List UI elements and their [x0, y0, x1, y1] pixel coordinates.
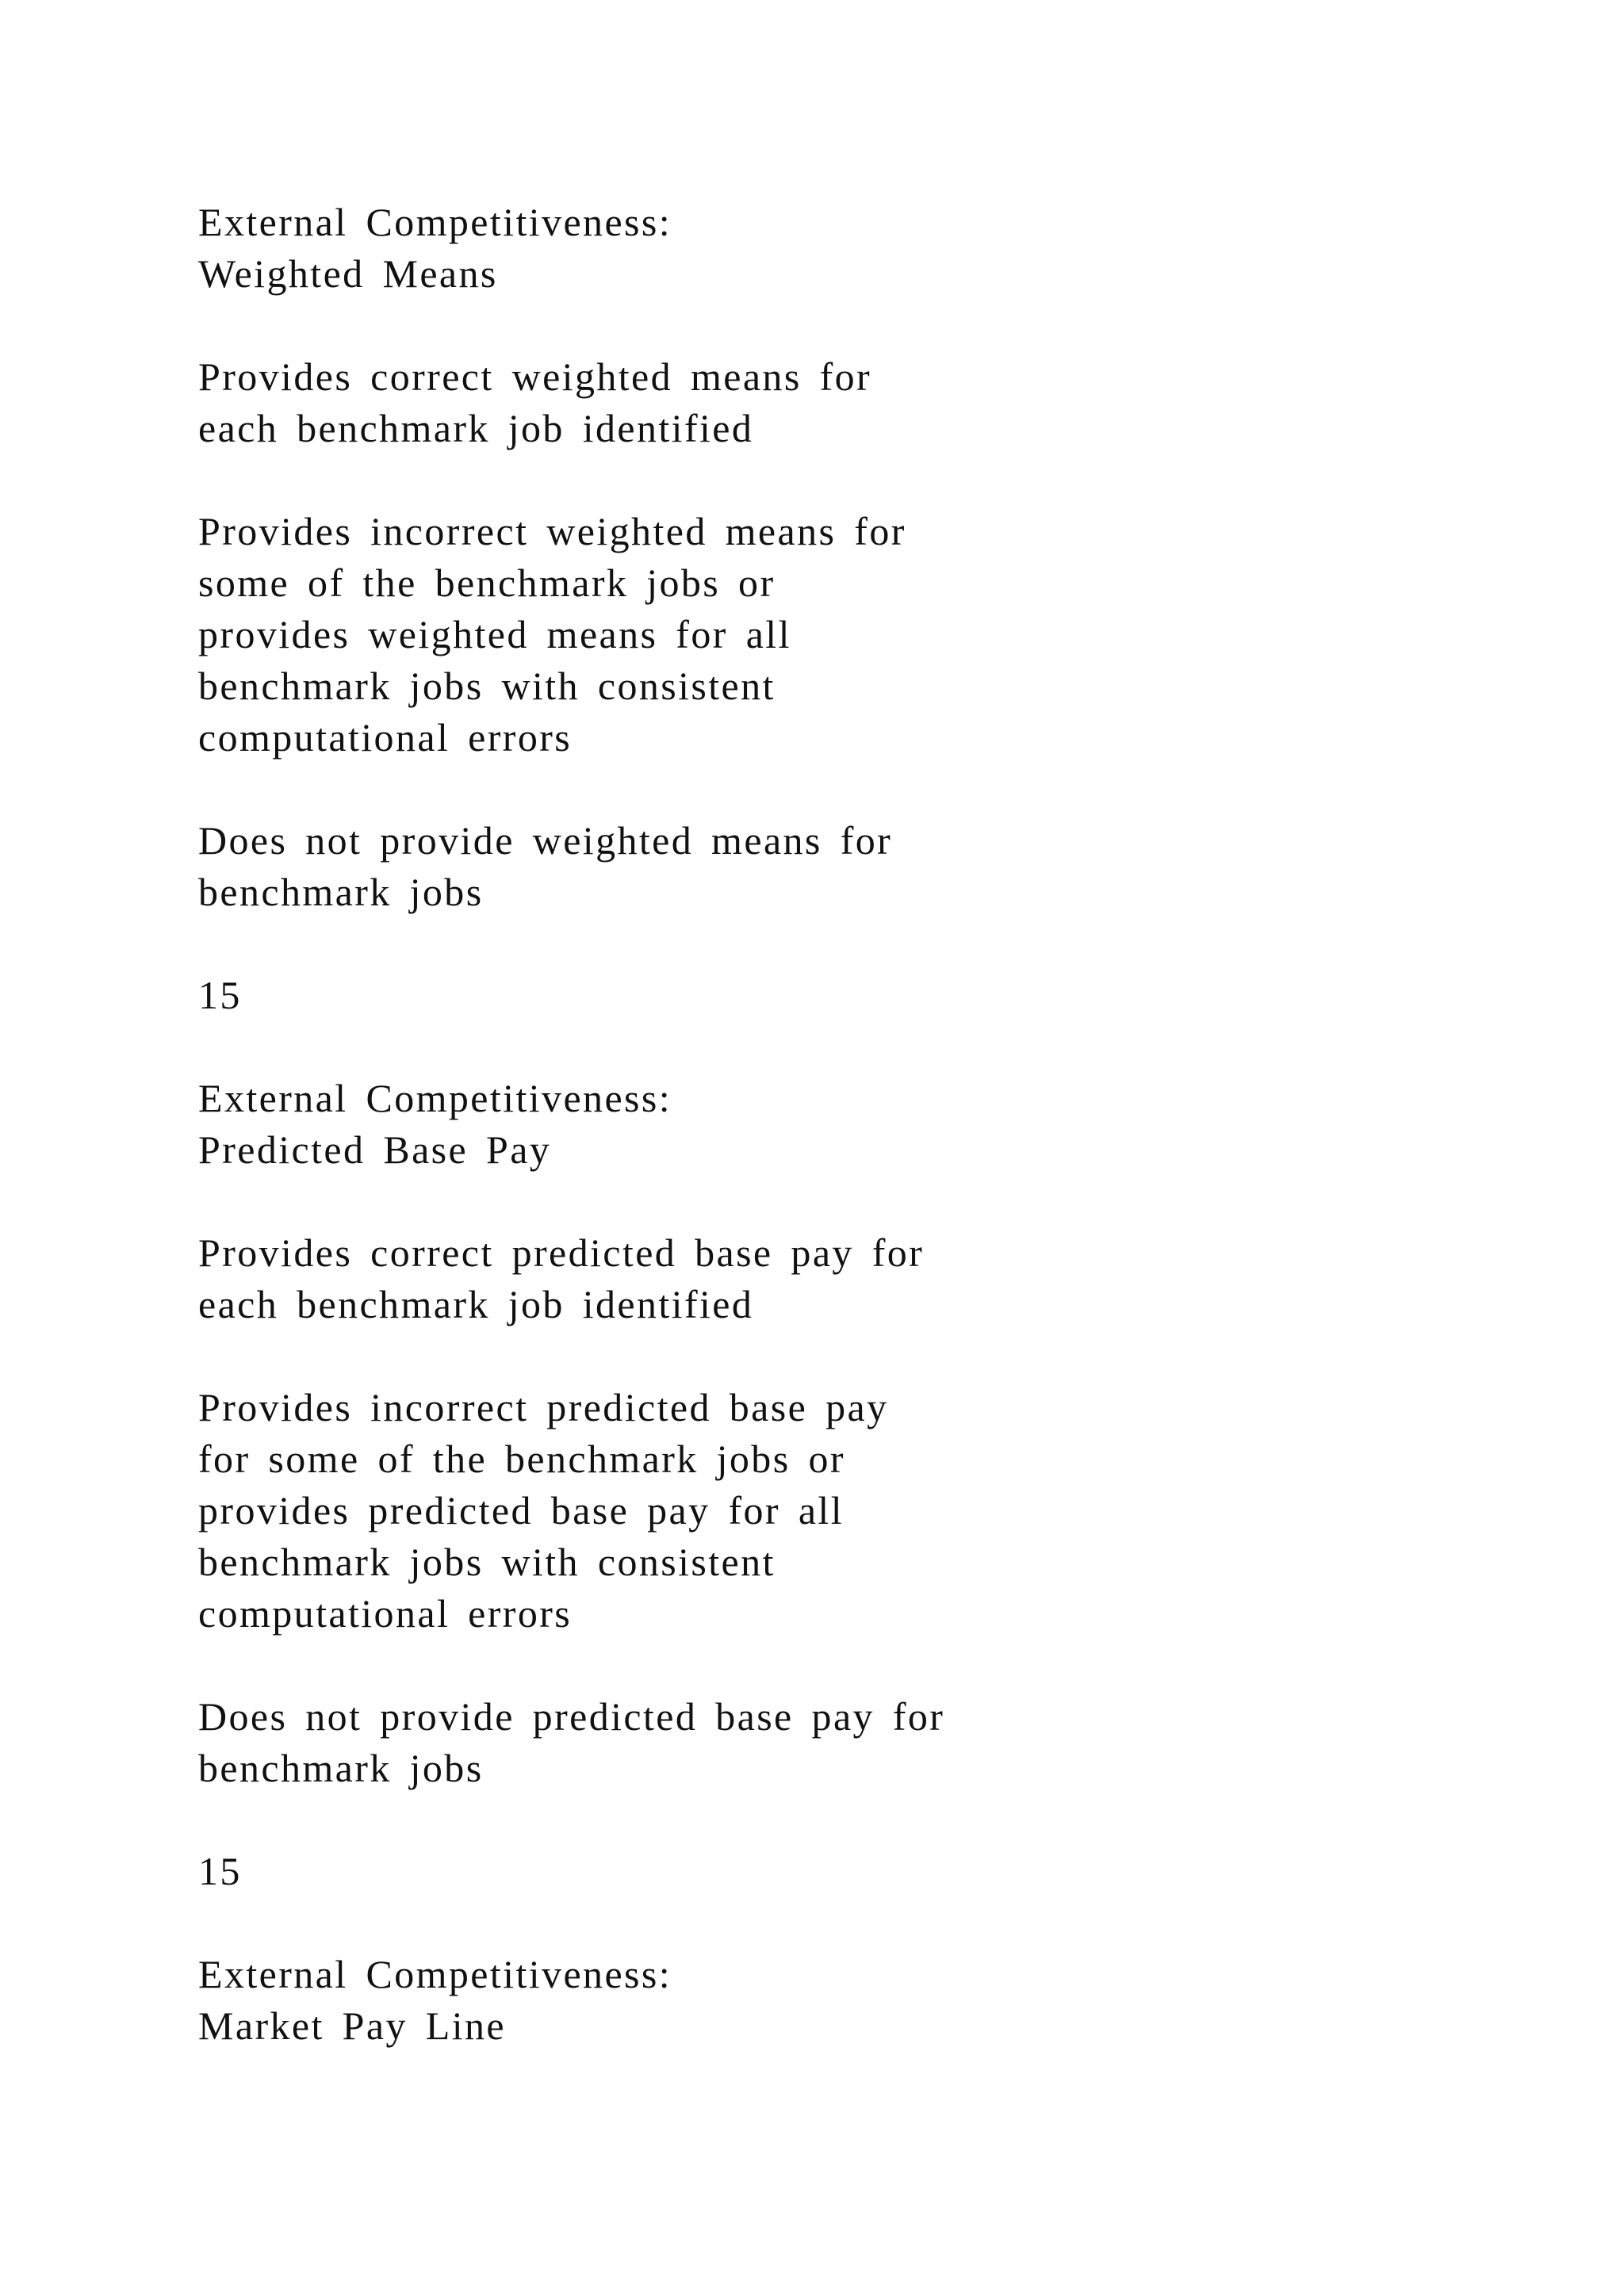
criterion-correct-predicted-base-pay: Provides correct predicted base pay for each benchmark job identified	[198, 1230, 925, 1326]
criterion-incorrect-predicted-base-pay: Provides incorrect predicted base pay for some of the benchmark jobs or provides predicted base pay for all benchmark jobs with consistent computational errors	[198, 1385, 889, 1636]
criterion-no-weighted-means: Does not provide weighted means for benchmark jobs	[198, 818, 893, 914]
document-body	[198, 197, 1388, 2052]
points-predicted-base-pay: 15	[198, 1849, 242, 1893]
criterion-no-predicted-base-pay: Does not provide predicted base pay for benchmark jobs	[198, 1694, 945, 1790]
section-heading-market-pay-line: External Competitiveness: Market Pay Line	[198, 1952, 672, 2048]
section-heading-predicted-base-pay: External Competitiveness: Predicted Base Pay	[198, 1076, 672, 1172]
points-weighted-means: 15	[198, 973, 242, 1017]
section-heading-weighted-means: External Competitiveness: Weighted Means	[198, 200, 672, 296]
criterion-incorrect-weighted-means: Provides incorrect weighted means for some of the benchmark jobs or provides weighted means for all benchmark jobs with consistent computational errors	[198, 509, 906, 760]
criterion-correct-weighted-means: Provides correct weighted means for each benchmark job identified	[198, 354, 872, 450]
